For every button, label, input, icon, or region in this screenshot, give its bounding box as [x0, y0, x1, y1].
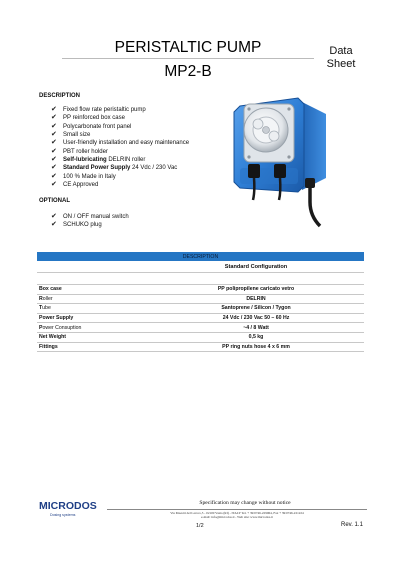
revision: Rev. 1.1: [341, 522, 363, 528]
table-header-row: [37, 252, 364, 261]
table-row: [37, 285, 364, 295]
check-icon: ✔: [51, 114, 57, 122]
page-number: 1/2: [196, 523, 204, 529]
row-value: ~4 / 8 Watt: [148, 323, 364, 333]
table-row: [37, 323, 364, 333]
check-icon: ✔: [51, 213, 57, 220]
row-value: 0,5 kg: [148, 332, 364, 342]
table-subheader-row: [37, 261, 364, 273]
row-value: PP ring nuts hose 4 x 6 mm: [148, 342, 364, 352]
check-icon: ✔: [51, 181, 57, 189]
check-icon: ✔: [51, 164, 57, 172]
address-line2: e-mail: info@microdos.it - Web site: www.microdos.it: [201, 515, 273, 519]
list-item: ✔ PBT roller holder: [51, 147, 108, 155]
row-value: DELRIN: [148, 294, 364, 304]
row-value: Santoprene / Silicon / Tygon: [148, 304, 364, 314]
table-row: [37, 304, 364, 314]
check-icon: ✔: [51, 156, 57, 164]
footer-rule: [107, 509, 367, 510]
table-row: [37, 342, 364, 352]
optional-label: OPTIONAL: [39, 198, 70, 204]
check-icon: ✔: [51, 221, 57, 229]
description-label: DESCRIPTION: [39, 93, 81, 99]
row-value: 24 Vdc / 230 Vac 50 – 60 Hz: [148, 313, 364, 323]
table-row: [37, 294, 364, 304]
list-item: ✔ Self-lubricating DELRIN roller: [51, 156, 146, 164]
row-key: Power Supply: [37, 313, 148, 323]
table-spacer-row: [37, 273, 364, 285]
notice: Specification may change without notice: [199, 500, 291, 506]
list-item: ✔ ON / OFF manual switch: [51, 213, 129, 220]
list-item: ✔ Fixed flow rate peristaltic pump: [51, 106, 146, 113]
row-value: PP polipropilene caricato vetro: [148, 285, 364, 295]
list-item: ✔ Polycarbonate front panel: [51, 122, 132, 130]
pump-photo: [228, 92, 332, 228]
row-key: Tube: [37, 304, 148, 314]
list-item: ✔ PP reinforced box case: [51, 114, 125, 122]
row-key: Box case: [37, 285, 148, 295]
address-line1: Via Maestri del Lavoro,5 - 02100 Vazia (RI) - ITALY Tel. + 39/0746-229064, Fax + 39/0746-221224: [170, 511, 304, 515]
row-key: Fittings: [37, 342, 148, 352]
page-title-line1: PERISTALTIC PUMP: [114, 39, 262, 56]
doc-type-line1: Data: [329, 45, 353, 57]
microdos-logo: [39, 497, 101, 519]
list-item: ✔ User-friendly installation and easy maintenance: [51, 139, 190, 147]
check-icon: ✔: [51, 172, 57, 180]
optional-list: [51, 213, 129, 230]
check-icon: ✔: [51, 131, 57, 139]
table-header: DESCRIPTION: [37, 252, 364, 261]
check-icon: ✔: [51, 139, 57, 147]
check-icon: ✔: [51, 106, 57, 113]
logo-tagline: Dosing systems: [50, 513, 76, 517]
title-rule: [62, 58, 314, 59]
table-subheader: Standard Configuration: [148, 261, 364, 273]
list-item: ✔ SCHUKO plug: [51, 221, 102, 229]
list-item: ✔ CE Approved: [51, 181, 99, 189]
check-icon: ✔: [51, 122, 57, 130]
check-icon: ✔: [51, 147, 57, 155]
list-item: ✔ Standard Power Supply 24 Vdc / 230 Vac: [51, 164, 178, 172]
row-key: Net Weight: [37, 332, 148, 342]
list-item: ✔ 100 % Made in Italy: [51, 172, 116, 180]
row-key: Roller: [37, 294, 148, 304]
row-key: Power Consuption: [37, 323, 148, 333]
table-row: [37, 313, 364, 323]
doc-type: [323, 45, 359, 71]
logo-text: MICRODOS: [39, 500, 97, 512]
description-list: [51, 106, 189, 189]
table-row: [37, 332, 364, 342]
spec-table: [37, 252, 364, 352]
doc-type-line2: Sheet: [326, 58, 356, 70]
list-item: ✔ Small size: [51, 131, 91, 139]
page-title-line2: MP2-B: [164, 63, 212, 80]
